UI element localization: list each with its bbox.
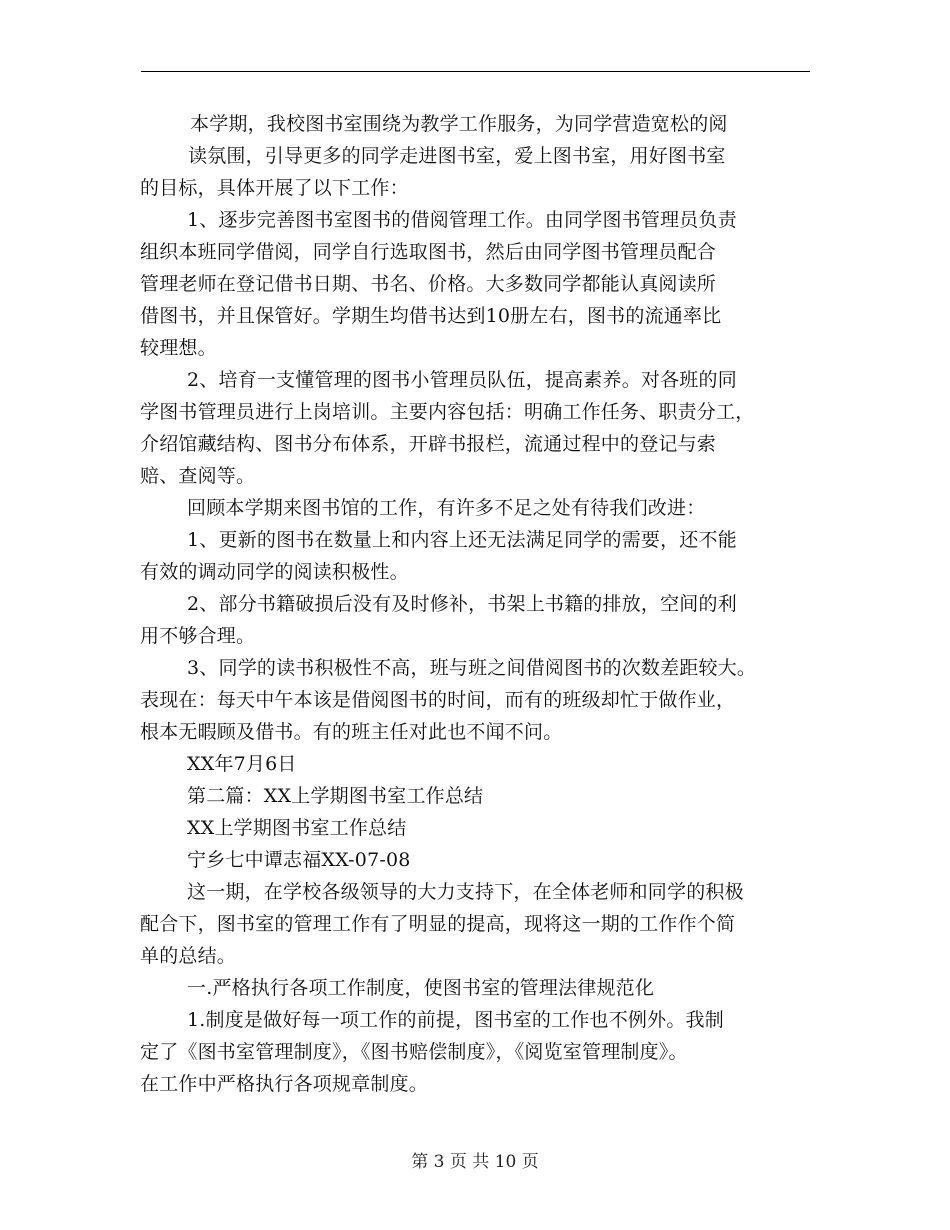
paragraph-line: 较理想。 [140, 337, 217, 359]
author-line: 宁乡七中谭志福XX-07-08 [187, 849, 411, 871]
paragraph-line: 组织本班同学借阅，同学自行选取图书，然后由同学图书管理员配合 [140, 241, 717, 263]
paragraph-line: 配合下，图书室的管理工作有了明显的提高，现将这一期的工作作个简 [140, 913, 736, 935]
paragraph-line: 根本无暇顾及借书。有的班主任对此也不闻不问。 [140, 721, 563, 743]
paragraph-line: 介绍馆藏结构、图书分布体系，开辟书报栏，流通过程中的登记与索 [140, 433, 717, 455]
paragraph-line: 学图书管理员进行上岗培训。主要内容包括：明确工作任务、职责分工， [140, 401, 755, 423]
section-heading: 第二篇：XX上学期图书室工作总结 [187, 785, 484, 807]
paragraph-line: 定了《图书室管理制度》，《图书赔偿制度》，《阅览室管理制度》。 [140, 1041, 688, 1063]
date-line: XX年7月6日 [187, 753, 297, 775]
paragraph-line: 在工作中严格执行各项规章制度。 [140, 1073, 429, 1095]
paragraph-line: 读氛围，引导更多的同学走进图书室，爱上图书室，用好图书室 [188, 145, 726, 167]
paragraph-line: 2、培育一支懂管理的图书小管理员队伍，提高素养。对各班的同 [187, 369, 737, 391]
paragraph-line: 的目标，具体开展了以下工作： [140, 177, 409, 199]
page-number-footer: 第 3 页 共 10 页 [411, 1152, 539, 1172]
paragraph-line: 有效的调动同学的阅读积极性。 [140, 561, 409, 583]
paragraph-line: 这一期，在学校各级领导的大力支持下，在全体老师和同学的积极 [187, 881, 744, 903]
paragraph-line: 1、逐步完善图书室图书的借阅管理工作。由同学图书管理员负责 [187, 209, 737, 231]
document-body [140, 108, 826, 1100]
paragraph-line: 3、同学的读书积极性不高，班与班之间借阅图书的次数差距较大。 [187, 657, 757, 679]
paragraph-line: 1、更新的图书在数量上和内容上还无法满足同学的需要，还不能 [187, 529, 737, 551]
paragraph-line: 用不够合理。 [140, 625, 256, 647]
paragraph-line: 管理老师在登记借书日期、书名、价格。大多数同学都能认真阅读所 [140, 273, 717, 295]
header-rule [141, 71, 810, 72]
paragraph-line: 表现在：每天中午本该是借阅图书的时间，而有的班级却忙于做作业， [140, 689, 736, 711]
paragraph-line: 赔、查阅等。 [140, 465, 256, 487]
paragraph-line: 1.制度是做好每一项工作的前提，图书室的工作也不例外。我制 [187, 1009, 724, 1031]
paragraph-line: 本学期，我校图书室围绕为教学工作服务，为同学营造宽松的阅 [190, 113, 728, 135]
paragraph-line: 单的总结。 [140, 945, 237, 967]
paragraph-line: 回顾本学期来图书馆的工作，有许多不足之处有待我们改进： [187, 497, 706, 519]
paragraph-line: 借图书，并且保管好。学期生均借书达到10册左右，图书的流通率比 [140, 305, 722, 327]
subsection-heading: 一.严格执行各项工作制度，使图书室的管理法律规范化 [187, 977, 655, 999]
paragraph-line: 2、部分书籍破损后没有及时修补，书架上书籍的排放，空间的利 [187, 593, 737, 615]
article-title: XX上学期图书室工作总结 [187, 817, 407, 839]
